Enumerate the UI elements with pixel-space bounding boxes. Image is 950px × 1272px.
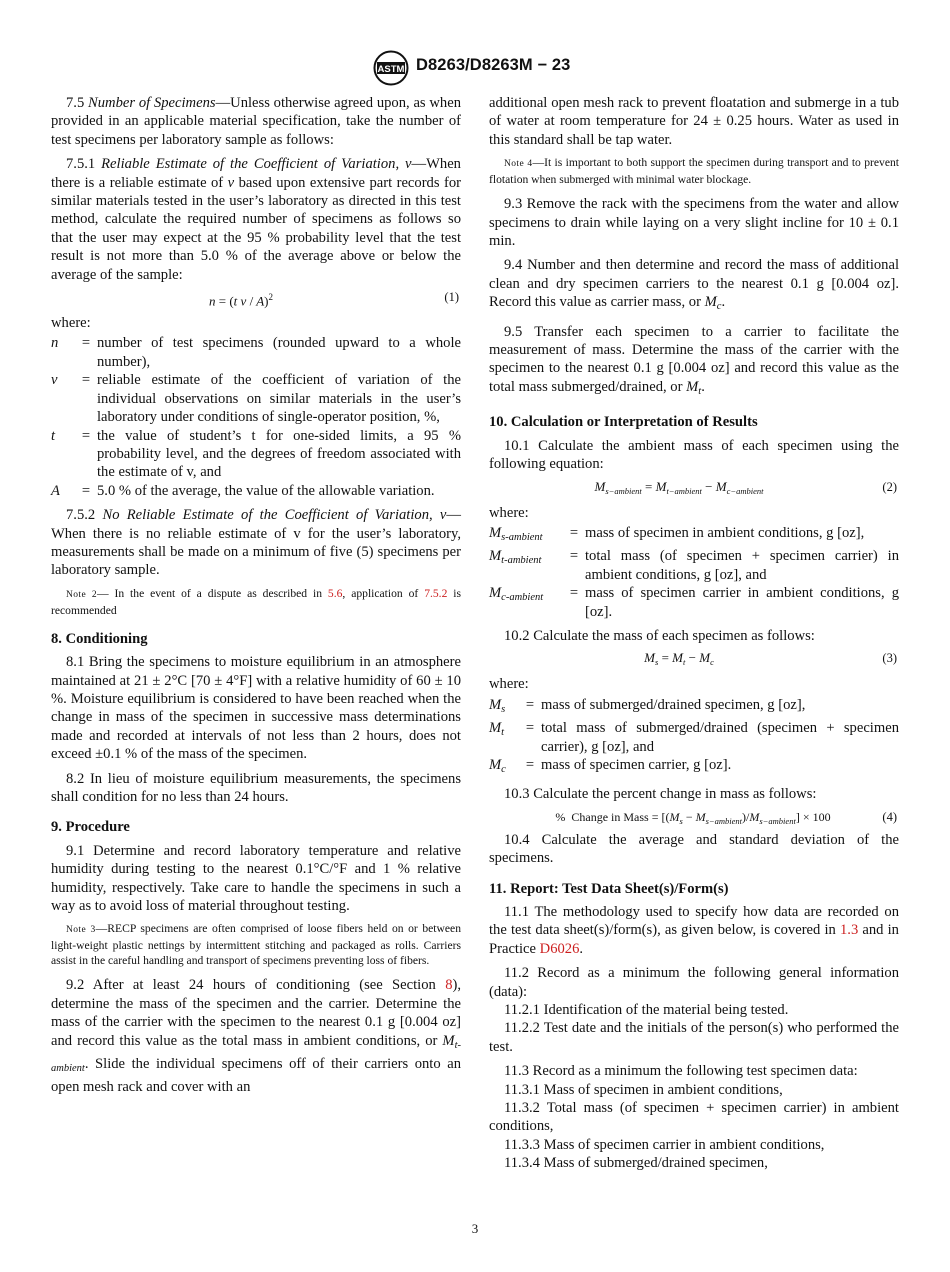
note-4: Note 4—It is important to both support the specimen during transport and to prevent flotation when submerged with minimal water blockage. (489, 156, 899, 187)
link-d6026[interactable]: D6026 (539, 940, 580, 957)
section-10-1: 10.1 Calculate the ambient mass of each specimen using the following equation: (489, 437, 899, 473)
definitions-list (489, 696, 899, 780)
equation-number: (2) (882, 479, 897, 494)
section-9-5: 9.5 Transfer each specimen to a carrier to facilitate the measurement of mass. Determine the mass of the carrier with the specimen to the nearest 0.1 g [0.004 oz] and record this value as the total mass submerged/drained, or $M_t$. (489, 323, 899, 397)
page-number: 3 (471, 1221, 479, 1236)
where-label: where: (51, 315, 91, 332)
definition-row: t = the value of student’s t for one-sided limits, a 95 % probability level, and the degrees of freedom associated with the estimate of v, and (51, 427, 461, 481)
note-2: Note 2— In the event of a dispute as described in 5.6, application of 7.5.2 is recommended (51, 586, 462, 617)
definition-row: $M_{s-ambient}$ = mass of specimen in ambient conditions, g [oz], (489, 524, 865, 543)
definition-row: A = 5.0 % of the average, the value of the allowable variation. (51, 482, 435, 499)
definition-row: $M_c$ = mass of specimen carrier, g [oz]. (489, 756, 732, 775)
heading-calculation: 10. Calculation or Interpretation of Results (489, 414, 758, 431)
heading-report: 11. Report: Test Data Sheet(s)/Form(s) (489, 880, 729, 897)
heading-conditioning: 8. Conditioning (51, 630, 148, 647)
definition-row: $M_t$ = total mass of submerged/drained (specimen + specimen carrier), g [oz], and (489, 720, 899, 755)
definitions-list (51, 334, 461, 500)
section-7-5-2: 7.5.2 No Reliable Estimate of the Coefficient of Variation, v—When there is no reliable estimate of v for the user’s laboratory, measurements shall be made on a minimum of five (5) specimens per laboratory sample. (51, 507, 461, 579)
section-11-3-2: 11.3.2 Total mass (of specimen + specimen carrier) in ambient conditions, (489, 1100, 899, 1135)
section-8-2: 8.2 In lieu of moisture equilibrium measurements, the specimens shall condition for no less than 24 hours. (51, 770, 461, 805)
svg-text:ASTM: ASTM (377, 64, 405, 75)
equation-2: $M_{s-ambient} = M_{t-ambient} - M_{c-ambient}$ (2) (594, 478, 897, 496)
section-11-3: 11.3 Record as a minimum the following test specimen data: (504, 1063, 858, 1080)
link-section-8[interactable]: 8 (445, 977, 453, 994)
section-11-3-3: 11.3.3 Mass of specimen carrier in ambient conditions, (504, 1136, 825, 1153)
where-label: where: (489, 504, 529, 521)
section-11-2: 11.2 Record as a minimum the following general information (data): (489, 965, 899, 1000)
section-9-3: 9.3 Remove the rack with the specimens from the water and allow specimens to drain while laying on a very slight incline for 10 ± 0.1 min. (489, 196, 899, 250)
section-7-5-1: 7.5.1 Reliable Estimate of the Coefficient of Variation, v—When there is a reliable estimate of v based upon extensive part records for similar materials tested in the user’s laboratory as directed in this test method, calculate the required number of specimens as follows so that the user may expect at the 95 % probability level that the test result is not more than 5.0 % of the average above or below the average of the sample: (51, 156, 461, 283)
astm-logo-icon (372, 50, 410, 86)
section-11-2-2: 11.2.2 Test date and the initials of the person(s) who performed the test. (489, 1020, 899, 1055)
section-11-1: 11.1 The methodology used to specify how data are recorded on the test data sheet(s)/form(s), as given below, is covered in 1.3 and in Practice D6026. (489, 904, 899, 957)
document-title: D8263/D8263M − 23 (416, 56, 571, 74)
equation-1: n = (t v / A)$^2$ (1) (208, 290, 459, 309)
section-9-4: 9.4 Number and then determine and record the mass of additional clean and dry specimen carriers to the nearest 0.1 g [0.004 oz]. Record this value as carrier mass, or $M_c$. (489, 257, 899, 313)
equation-number: (4) (882, 809, 897, 824)
section-10-3: 10.3 Calculate the percent change in mass as follows: (504, 786, 817, 803)
definitions-list (489, 524, 899, 621)
definition-row: n = number of test specimens (rounded upward to a whole number), (51, 335, 461, 370)
note-3: Note 3—RECP specimens are often comprised of loose fibers held on or between light-weight plastic nettings by intermittent stitching and packaged as rolls. Carriers assist in the careful handling and transport of specimens preventing loss of fibers. (51, 922, 461, 968)
link-5-6[interactable]: 5.6 (327, 586, 343, 600)
definition-row: $M_{c-ambient}$ = mass of specimen carrier in ambient conditions, g [oz]. (489, 585, 899, 620)
definition-row: v = reliable estimate of the coefficient of variation of the individual observations on similar materials in the user’s laboratory under conditions of single-operator position, %, (51, 372, 461, 426)
equation-4: % Change in Mass = $[(M_s - M_{s-ambient})/M_{s-ambient}] \times 100$ (4) (555, 809, 897, 826)
section-8-1: 8.1 Bring the specimens to moisture equilibrium in an atmosphere maintained at 21 ± 2°C [70 ± 4°F] with a relative humidity of 60 ± 10 %. Moisture equilibrium is considered to have been reached when the change in mass of the specimen in successive mass determinations made and recorded at intervals of not less than 2 hours, does not exceed ±0.1 % of the mass of the specimen. (51, 654, 461, 763)
section-9-2-continued: additional open mesh rack to prevent floatation and submerge in a tub of water at room temperature for 24 ± 0.25 hours. Water as used in this standard shall be tap water. (489, 95, 899, 148)
page-header (0, 50, 950, 86)
section-11-3-1: 11.3.1 Mass of specimen in ambient conditions, (504, 1081, 783, 1098)
right-column (489, 94, 899, 1173)
section-10-4: 10.4 Calculate the average and standard deviation of the specimens. (489, 831, 899, 867)
section-11-3-4: 11.3.4 Mass of submerged/drained specimen, (504, 1155, 768, 1172)
section-9-2: 9.2 After at least 24 hours of conditioning (see Section 8), determine the mass of the specimen and the carrier. Determine the mass of the carrier with the specimen to the nearest 0.1 g [0.004 oz] and record this value as the total mass in ambient conditions, or $M_{t-ambient}$. Slide the individual specimens off of their carriers onto an open mesh rack and cover with an (51, 977, 462, 1096)
definition-row: $M_s$ = mass of submerged/drained specimen, g [oz], (489, 696, 806, 715)
equation-3: $M_s = M_t - M_c$ (3) (644, 650, 897, 668)
section-7-5: 7.5 Number of Specimens—Unless otherwise agreed upon, as when provided in an applicable material specification, take the number of test specimens per laboratory sample as follows: (51, 95, 461, 148)
left-column (51, 94, 461, 1103)
equation-number: (3) (882, 651, 897, 666)
link-7-5-2[interactable]: 7.5.2 (424, 586, 448, 600)
definition-row: $M_{t-ambient}$ = total mass (of specimen + specimen carrier) in ambient conditions, g [oz], and (489, 548, 899, 583)
link-1-3[interactable]: 1.3 (840, 922, 859, 939)
section-11-2-1: 11.2.1 Identification of the material being tested. (504, 1002, 789, 1019)
where-label: where: (489, 676, 529, 693)
heading-procedure: 9. Procedure (51, 819, 130, 836)
section-10-2: 10.2 Calculate the mass of each specimen as follows: (504, 627, 815, 644)
equation-number: (1) (444, 290, 459, 305)
section-9-1: 9.1 Determine and record laboratory temperature and relative humidity during testing to the nearest 0.1°C/°F and 1 % relative humidity, respectively. Take care to handle the specimens in such a way as to avoid loss of material throughout testing. (51, 842, 461, 915)
